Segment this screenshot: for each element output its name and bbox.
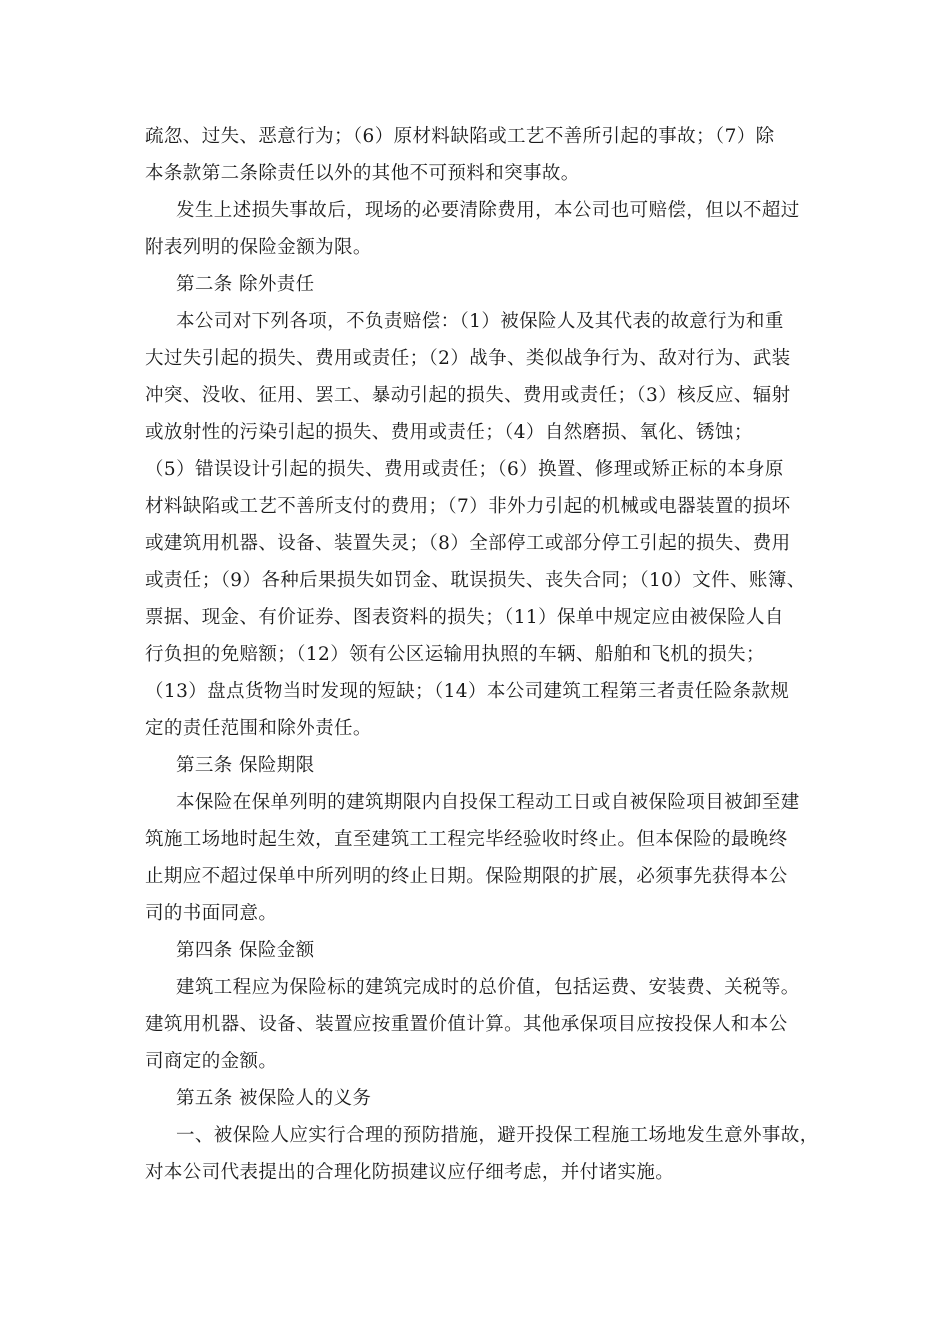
text-line: 附表列明的保险金额为限。 [145,237,372,258]
text-line: 司的书面同意。 [145,903,278,924]
text-line: 材料缺陷或工艺不善所支付的费用；（7）非外力引起的机械或电器装置的损坏 [145,496,791,517]
paragraph-start: 本保险在保单列明的建筑期限内自投保工程动工日或自被保险项目被卸至建 [176,792,800,813]
text-line: 止期应不超过保单中所列明的终止日期。保险期限的扩展，必须事先获得本公 [145,866,788,887]
text-line: 建筑用机器、设备、装置应按重置价值计算。其他承保项目应按投保人和本公 [145,1014,788,1035]
text-line: 行负担的免赔额；（12）领有公区运输用执照的车辆、船舶和飞机的损失； [145,644,765,665]
text-line: 或责任；（9）各种后果损失如罚金、耽误损失、丧失合同；（10）文件、账簿、 [145,570,806,591]
text-line: 大过失引起的损失、费用或责任；（2）战争、类似战争行为、敌对行为、武装 [145,348,791,369]
section-heading-4: 第四条 保险金额 [176,940,315,961]
section-heading-5: 第五条 被保险人的义务 [176,1088,372,1109]
paragraph-start: 本公司对下列各项，不负责赔偿：（1）被保险人及其代表的故意行为和重 [176,311,784,332]
text-line: 本条款第二条除责任以外的其他不可预料和突事故。 [145,163,580,184]
text-line: 票据、现金、有价证券、图表资料的损失；（11）保单中规定应由被保险人自 [145,607,784,628]
text-line: 司商定的金额。 [145,1051,278,1072]
paragraph-start: 建筑工程应为保险标的建筑完成时的总价值，包括运费、安装费、关税等。 [176,977,800,998]
section-heading-3: 第三条 保险期限 [176,755,315,776]
text-line: 对本公司代表提出的合理化防损建议应仔细考虑，并付诸实施。 [145,1162,675,1183]
text-line: 冲突、没收、征用、罢工、暴动引起的损失、费用或责任；（3）核反应、辐射 [145,385,791,406]
text-line: 疏忽、过失、恶意行为；（6）原材料缺陷或工艺不善所引起的事故；（7）除 [145,126,775,147]
text-line: （5）错误设计引起的损失、费用或责任；（6）换置、修理或矫正标的本身原 [145,459,784,480]
text-line: 筑施工场地时起生效，直至建筑工工程完毕经验收时终止。但本保险的最晚终 [145,829,788,850]
text-line: 或放射性的污染引起的损失、费用或责任；（4）自然磨损、氧化、锈蚀； [145,422,753,443]
text-line: 或建筑用机器、设备、装置失灵；（8）全部停工或部分停工引起的损失、费用 [145,533,791,554]
section-heading-2: 第二条 除外责任 [176,274,315,295]
text-line: 定的责任范围和除外责任。 [145,718,372,739]
text-line: （13）盘点货物当时发现的短缺；（14）本公司建筑工程第三者责任险条款规 [145,681,790,702]
paragraph-start: 发生上述损失事故后，现场的必要清除费用，本公司也可赔偿，但以不超过 [176,200,800,221]
paragraph-start: 一、被保险人应实行合理的预防措施，避开投保工程施工场地发生意外事故， [176,1125,819,1146]
